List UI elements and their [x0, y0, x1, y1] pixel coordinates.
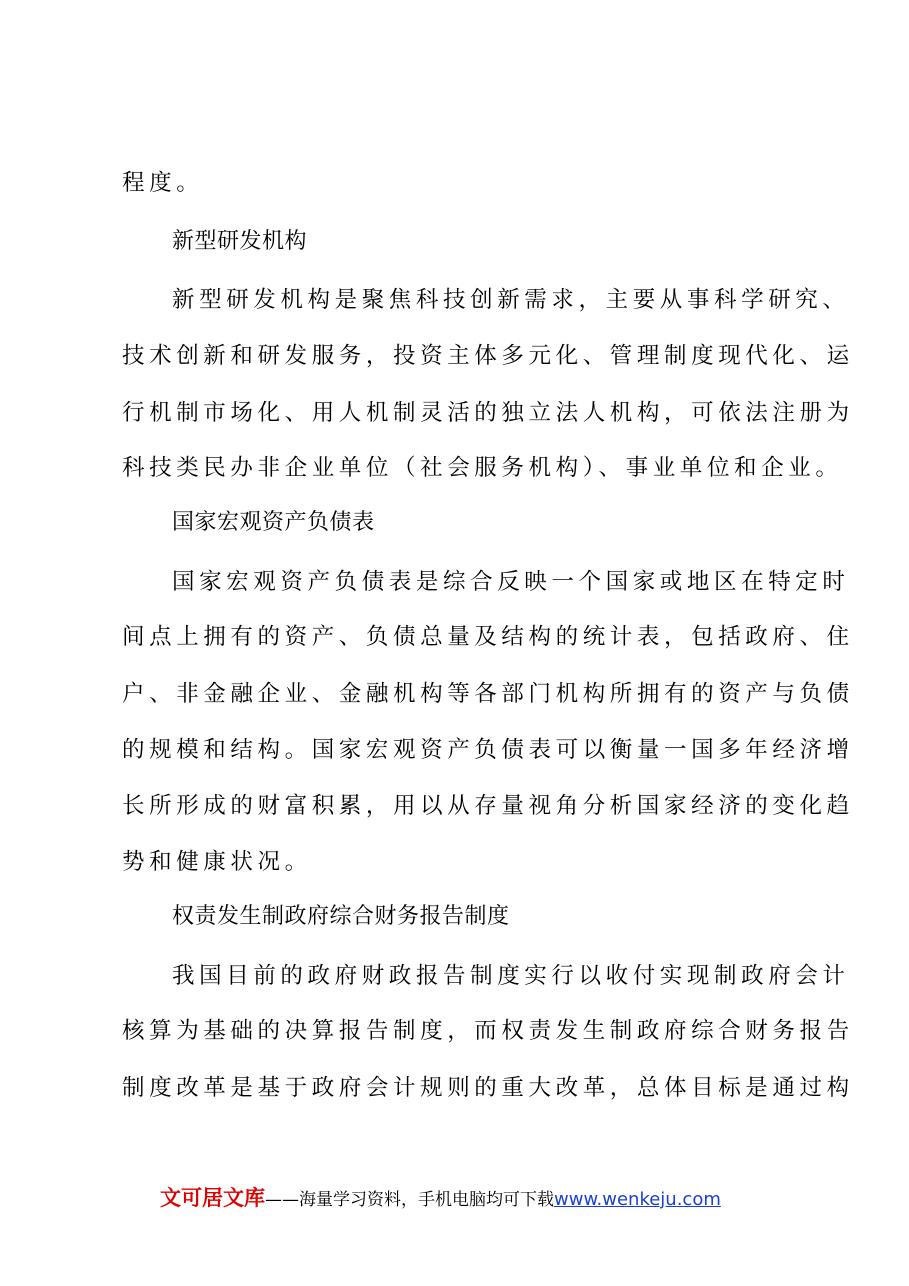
text-line: 国家宏观资产负债表是综合反映一个国家或地区在特定时: [172, 569, 850, 595]
text-line: 长所形成的财富积累，用以从存量视角分析国家经济的变化趋: [122, 793, 854, 819]
section-heading: 国家宏观资产负债表: [172, 510, 375, 535]
footer-banner: [160, 1183, 721, 1213]
text-line: 程度。: [122, 170, 204, 196]
text-line: 势和健康状况。: [122, 849, 312, 875]
section-heading: 新型研发机构: [172, 229, 308, 254]
text-line: 制度改革是基于政府会计规则的重大改革，总体目标是通过构: [122, 1075, 854, 1101]
section-heading: 权责发生制政府综合财务报告制度: [172, 904, 510, 929]
footer-tagline: ——海量学习资料，手机电脑均可下载: [265, 1190, 554, 1210]
text-line: 户、非金融企业、金融机构等各部门机构所拥有的资产与负债: [122, 681, 854, 707]
text-line: 新型研发机构是聚焦科技创新需求，主要从事科学研究、: [172, 287, 850, 313]
text-line: 技术创新和研发服务，投资主体多元化、管理制度现代化、运: [122, 343, 854, 369]
text-line: 科技类民办非企业单位（社会服务机构）、事业单位和企业。: [122, 455, 843, 481]
text-line: 核算为基础的决算报告制度，而权责发生制政府综合财务报告: [122, 1018, 854, 1044]
text-line: 的规模和结构。国家宏观资产负债表可以衡量一国多年经济增: [122, 737, 854, 763]
website-link[interactable]: www.wenkeju.com: [554, 1189, 721, 1210]
brand-name: 文可居文库: [160, 1186, 265, 1210]
text-line: 间点上拥有的资产、负债总量及结构的统计表，包括政府、住: [122, 624, 854, 650]
text-line: 行机制市场化、用人机制灵活的独立法人机构，可依法注册为: [122, 400, 854, 426]
text-line: 我国目前的政府财政报告制度实行以收付实现制政府会计: [172, 963, 850, 989]
